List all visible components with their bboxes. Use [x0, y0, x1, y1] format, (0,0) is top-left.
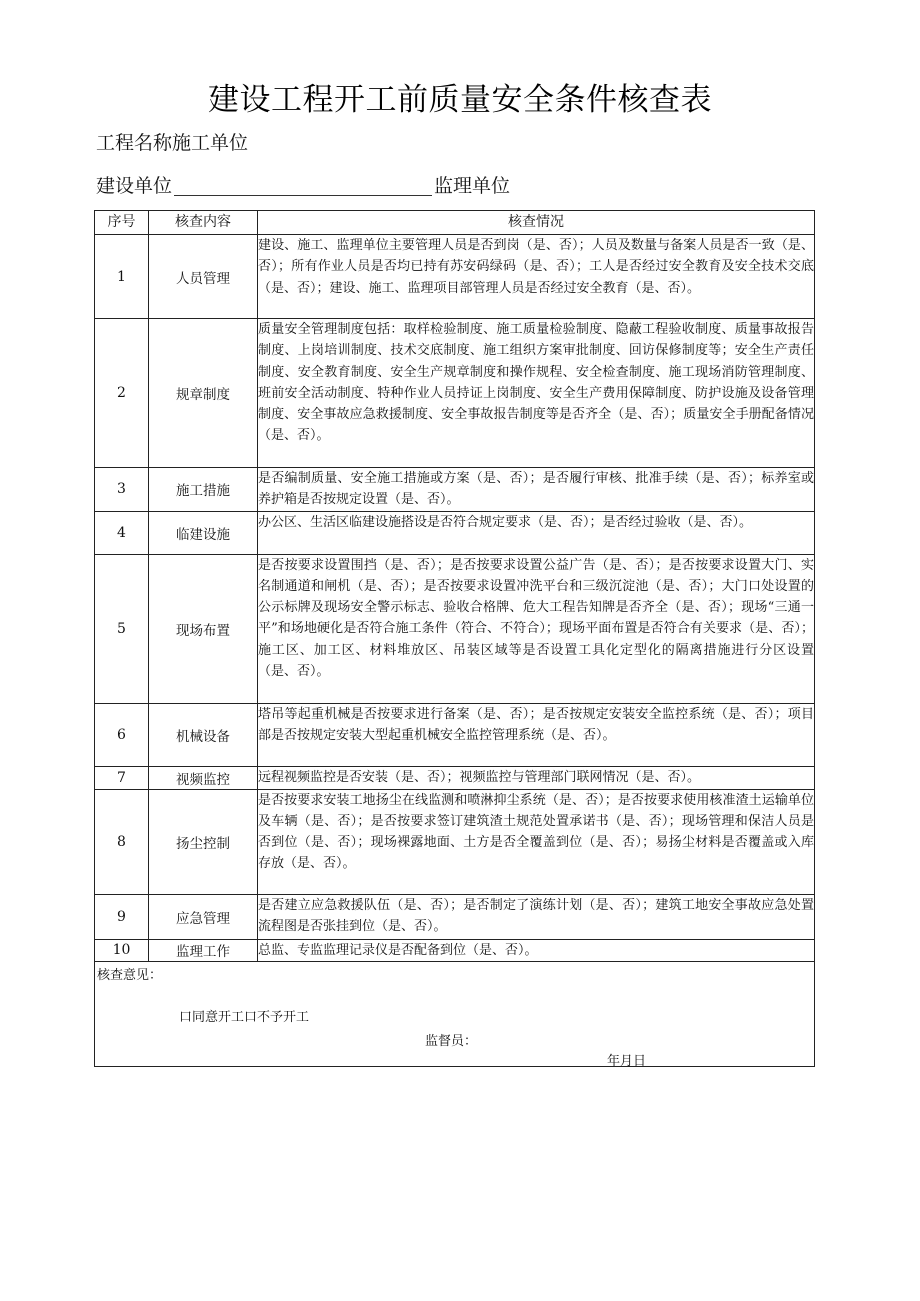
table-row	[95, 703, 815, 766]
row-item: 临建设施	[149, 511, 258, 554]
supervision-unit-label: 监理单位	[434, 175, 511, 197]
table-row	[95, 554, 815, 703]
row-item: 应急管理	[149, 894, 258, 939]
table-row	[95, 468, 815, 512]
header-num: 序号	[95, 211, 149, 235]
row-desc: 远程视频监控是否安装（是、否）；视频监控与管理部门联网情况（是、否）。	[258, 766, 815, 789]
construction-unit-blank	[174, 177, 432, 196]
row-desc: 办公区、生活区临建设施搭设是否符合规定要求（是、否）；是否经过验收（是、否）。	[258, 511, 815, 554]
row-num: 5	[95, 554, 149, 703]
row-num: 3	[95, 468, 149, 512]
table-row	[95, 894, 815, 939]
header-desc: 核查情况	[258, 211, 815, 235]
page-title: 建设工程开工前质量安全条件核查表	[208, 82, 712, 118]
row-item: 视频监控	[149, 766, 258, 789]
table-row	[95, 511, 815, 554]
construction-unit-label: 建设单位	[96, 175, 173, 197]
row-item: 机械设备	[149, 703, 258, 766]
opinion-cell	[95, 961, 815, 1069]
table-header-row	[95, 211, 815, 235]
row-desc: 质量安全管理制度包括：取样检验制度、施工质量检验制度、隐蔽工程验收制度、质量事故报告制度、上岗培训制度、技术交底制度、施工组织方案审批制度、回访保修制度等；安全生产责任制度、安全教育制度、安全生产规章制度和操作规程、安全检查制度、施工现场消防管理制度、班前安全活动制度、特种作业人员持证上岗制度、安全生产费用保障制度、防护设施及设备管理制度、安全事故应急救援制度、安全事故报告制度等是否齐全（是、否）；质量安全手册配备情况（是、否）。	[258, 319, 815, 468]
row-item: 规章制度	[149, 319, 258, 468]
table-row	[95, 766, 815, 789]
row-num: 9	[95, 894, 149, 939]
row-item: 监理工作	[149, 939, 258, 961]
approval-checkboxes: 口同意开工口不予开工	[179, 1009, 310, 1025]
row-desc: 建设、施工、监理单位主要管理人员是否到岗（是、否）；人员及数量与备案人员是否一致（是、否）；所有作业人员是否均已持有苏安码绿码（是、否）；工人是否经过安全教育及安全技术交底（是、否）；建设、施工、监理项目部管理人员是否经过安全教育（是、否）。	[258, 235, 815, 319]
row-desc: 塔吊等起重机械是否按要求进行备案（是、否）；是否按规定安装安全监控系统（是、否）；项目部是否按规定安装大型起重机械安全监控管理系统（是、否）。	[258, 703, 815, 766]
row-desc: 是否按要求设置围挡（是、否）；是否按要求设置公益广告（是、否）；是否按要求设置大门、实名制通道和闸机（是、否）；是否按要求设置冲洗平台和三级沉淀池（是、否）；大门口处设置的公示标牌及现场安全警示标志、验收合格牌、危大工程告知牌是否齐全（是、否）；现场“三通一平”和场地硬化是否符合施工条件（符合、不符合）；现场平面布置是否符合有关要求（是、否）；施工区、加工区、材料堆放区、吊装区域等是否设置工具化定型化的隔离措施进行分区设置（是、否）。	[258, 554, 815, 703]
header-item: 核查内容	[149, 211, 258, 235]
row-desc: 是否按要求安装工地扬尘在线监测和喷淋抑尘系统（是、否）；是否按要求使用核准渣土运输单位及车辆（是、否）；是否按要求签订建筑渣土规范处置承诺书（是、否）；现场管理和保洁人员是否到位（是、否）；现场裸露地面、土方是否全覆盖到位（是、否）；易扬尘材料是否覆盖或入库存放（是、否）。	[258, 789, 815, 894]
table-row	[95, 235, 815, 319]
row-num: 4	[95, 511, 149, 554]
table-row	[95, 789, 815, 894]
opinion-row	[95, 961, 815, 1066]
project-name-line: 工程名称施工单位	[96, 132, 249, 154]
date-label: 年月日	[607, 1053, 647, 1069]
table-row	[95, 319, 815, 468]
row-num: 7	[95, 766, 149, 789]
row-item: 现场布置	[149, 554, 258, 703]
table-row	[95, 939, 815, 961]
opinion-label: 核查意见：	[97, 967, 163, 983]
row-num: 6	[95, 703, 149, 766]
row-num: 8	[95, 789, 149, 894]
row-item: 施工措施	[149, 468, 258, 512]
row-desc: 是否建立应急救援队伍（是、否）；是否制定了演练计划（是、否）；建筑工地安全事故应急处置流程图是否张挂到位（是、否）。	[258, 894, 815, 939]
row-desc: 总监、专监监理记录仪是否配备到位（是、否）。	[258, 939, 815, 961]
row-num: 1	[95, 235, 149, 319]
row-desc: 是否编制质量、安全施工措施或方案（是、否）；是否履行审核、批准手续（是、否）；标养室或养护箱是否按规定设置（是、否）。	[258, 468, 815, 512]
construction-unit-line	[96, 171, 510, 198]
check-table	[94, 210, 815, 1067]
row-item: 扬尘控制	[149, 789, 258, 894]
row-item: 人员管理	[149, 235, 258, 319]
row-num: 2	[95, 319, 149, 468]
row-num: 10	[95, 939, 149, 961]
supervisor-label: 监督员：	[425, 1033, 478, 1049]
